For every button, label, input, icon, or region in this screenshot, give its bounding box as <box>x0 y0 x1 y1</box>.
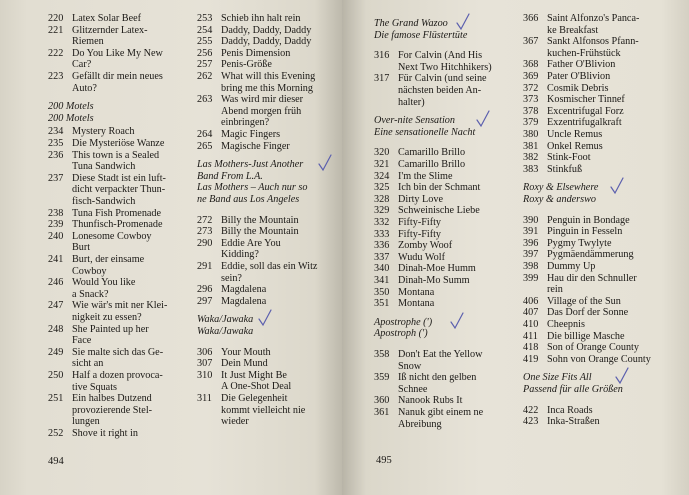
track-number: 383 <box>523 163 539 175</box>
pencil-checkmark-icon <box>317 154 333 172</box>
track-title-line: A One-Shot Deal <box>221 381 292 393</box>
track-number: 251 <box>48 393 64 405</box>
track-title-line: It Just Might Be <box>221 369 287 381</box>
left-page <box>0 0 342 495</box>
album-heading-line: Over-nite Sensation <box>374 115 455 127</box>
track-title-line: Wie wär's mit ner Klei- <box>72 300 168 312</box>
track-number: 422 <box>523 404 539 416</box>
track-title-line: Magic Fingers <box>221 129 281 140</box>
track-title-line: Thunfisch-Promenade <box>72 219 163 231</box>
track-number: 378 <box>523 105 539 117</box>
track-number: 399 <box>523 272 539 284</box>
album-heading-line: Passend für alle Größen <box>523 384 623 395</box>
track-number: 248 <box>48 323 64 335</box>
track-title-line: Son of Orange County <box>547 342 639 354</box>
track-title-line: Half a dozen provoca- <box>72 370 163 381</box>
track-number: 297 <box>197 295 213 307</box>
track-title-line: Fifty-Fifty <box>398 228 442 240</box>
track-number: 249 <box>48 346 64 358</box>
page-number: 495 <box>376 455 392 466</box>
track-number: 333 <box>374 228 390 240</box>
track-number: 253 <box>197 13 213 24</box>
track-number: 359 <box>374 372 390 384</box>
track-title-line: fisch-Sandwich <box>72 195 136 207</box>
track-number: 407 <box>523 307 539 319</box>
track-title-line: Father O'Blivion <box>547 59 616 71</box>
track-title-line: Nanook Rubs It <box>398 395 463 407</box>
track-title-line: nächsten beiden An- <box>398 84 482 96</box>
track-title-line: Diese Stadt ist ein luft- <box>72 172 166 184</box>
track-title-line: Penis Dimension <box>221 47 291 59</box>
track-number: 221 <box>48 24 64 36</box>
track-title-line: Inka-Straßen <box>547 416 600 428</box>
track-number: 350 <box>374 286 390 298</box>
track-number: 391 <box>523 226 539 238</box>
track-title-line: Cheepnis <box>547 319 585 330</box>
track-number: 306 <box>197 346 213 358</box>
track-number: 369 <box>523 71 539 82</box>
pencil-checkmark-icon <box>455 13 471 31</box>
track-number: 296 <box>197 284 213 296</box>
track-number: 291 <box>197 261 213 272</box>
track-title-line: Shove it right in <box>72 428 138 439</box>
track-number: 255 <box>197 36 213 48</box>
track-number: 246 <box>48 277 64 289</box>
track-number: 223 <box>48 71 64 82</box>
track-number: 423 <box>523 416 539 428</box>
track-number: 390 <box>523 214 539 226</box>
album-heading-line: Waka/Jawaka <box>197 326 254 337</box>
track-title-line: Wudu Wolf <box>398 251 445 263</box>
track-title-line: Do You Like My New <box>72 47 163 59</box>
track-title-line: Zomby Woof <box>398 240 453 252</box>
track-title-line: Auto? <box>72 82 97 94</box>
track-title-line: Camarillo Brillo <box>398 147 466 159</box>
page-number: 494 <box>48 456 64 467</box>
track-number: 325 <box>374 182 390 194</box>
album-heading-line: 200 Motels <box>48 112 94 124</box>
track-title-line: tive Squats <box>72 381 117 393</box>
track-title-line: Das Dorf der Sonne <box>547 307 629 319</box>
track-title-line: Kosmischer Tinnef <box>547 94 625 106</box>
album-heading-line: Apostrophe (') <box>374 316 433 328</box>
track-number: 373 <box>523 94 539 106</box>
track-title-line: Die Gelegenheit <box>221 393 288 404</box>
track-title-line: Kidding? <box>221 249 259 261</box>
track-title-line: Snow <box>398 360 422 372</box>
album-heading-line: Las Mothers – Auch nur so <box>197 182 308 194</box>
track-number: 234 <box>48 126 64 138</box>
track-title-line: ke Breakfast <box>547 24 599 36</box>
album-heading-line: Eine sensationelle Nacht <box>374 126 476 138</box>
track-number: 250 <box>48 370 64 381</box>
track-title-line: Sankt Alfonsos Pfann- <box>547 36 639 48</box>
track-title-line: Village of the Sun <box>547 295 621 307</box>
track-title-line: Car? <box>72 59 92 71</box>
track-title-line: Exzentrifugalkraft <box>547 117 622 129</box>
track-title-line: Would You like <box>72 277 136 289</box>
track-title-line: Tuna Fish Promenade <box>72 207 162 219</box>
track-title-line: Schieb ihn halt rein <box>221 13 301 24</box>
track-title-line: Für Calvin (und seine <box>398 73 487 85</box>
track-title-line: Dummy Up <box>547 261 596 272</box>
track-title-line: lungen <box>72 416 100 428</box>
track-title-line: Pygmäendämmerung <box>547 249 634 261</box>
track-title-line: Latex Solar Beef <box>72 13 142 24</box>
track-title-line: Dinah-Moe Humm <box>398 263 476 275</box>
album-heading-line: The Grand Wazoo <box>374 18 448 29</box>
track-title-line: Billy the Mountain <box>221 214 299 226</box>
track-title-line: Mystery Roach <box>72 126 135 138</box>
track-title-line: Abend morgen früh <box>221 105 302 117</box>
album-heading-line: Roxy & anderswo <box>523 194 596 205</box>
track-title-line: Cowboy <box>72 265 107 277</box>
track-number: 254 <box>197 24 213 36</box>
track-title-line: halter) <box>398 96 425 108</box>
track-title-line: Sie malte sich das Ge- <box>72 346 164 358</box>
track-title-line: Eddie, soll das ein Witz <box>221 261 318 272</box>
track-number: 290 <box>197 237 213 249</box>
track-title-line: Pygmy Twylyte <box>547 237 612 249</box>
track-title-line: Camarillo Brillo <box>398 159 466 170</box>
track-title-line: Stinkfuß <box>547 163 583 175</box>
track-number: 398 <box>523 261 539 272</box>
track-number: 406 <box>523 295 539 307</box>
track-number: 337 <box>374 251 390 263</box>
track-title-line: Pater O'Blivion <box>547 71 611 82</box>
track-title-line: provozierende Stel- <box>72 404 153 416</box>
track-number: 265 <box>197 140 213 152</box>
track-title-line: Billy the Mountain <box>221 226 299 238</box>
track-title-line: Glitzernder Latex- <box>72 24 148 36</box>
track-title-line: Burt, der einsame <box>72 254 145 265</box>
track-number: 372 <box>523 82 539 94</box>
track-title-line: For Calvin (And His <box>398 50 483 62</box>
track-title-line: wieder <box>221 416 249 428</box>
track-number: 317 <box>374 73 390 85</box>
track-title-line: Riemen <box>72 36 104 48</box>
track-title-line: Ich bin der Schmant <box>398 182 481 194</box>
track-number: 381 <box>523 140 539 152</box>
track-title-line: Die Mysteriöse Wanze <box>72 138 165 149</box>
album-heading-line: Roxy & Elsewhere <box>523 182 599 194</box>
track-number: 397 <box>523 249 539 261</box>
album-heading-line: Apostroph (') <box>374 328 428 340</box>
album-heading-line: Band From L.A. <box>197 170 263 182</box>
track-title-line: Lonesome Cowboy <box>72 230 152 242</box>
track-title-line: Schnee <box>398 383 428 395</box>
track-title-line: sein? <box>221 272 242 284</box>
track-number: 310 <box>197 369 213 381</box>
track-number: 379 <box>523 117 539 129</box>
track-number: 263 <box>197 94 213 106</box>
track-number: 264 <box>197 129 213 140</box>
pencil-checkmark-icon <box>257 309 273 327</box>
track-number: 316 <box>374 50 390 62</box>
track-title-line: Gefällt dir mein neues <box>72 71 163 82</box>
album-heading-line: One Size Fits All <box>523 372 592 384</box>
track-number: 247 <box>48 300 64 312</box>
track-title-line: Tuna Sandwich <box>72 161 136 173</box>
track-title-line: Magdalena <box>221 284 267 296</box>
track-number: 360 <box>374 395 390 407</box>
track-title-line: Penguin in Bondage <box>547 214 630 226</box>
track-number: 418 <box>523 342 539 354</box>
track-title-line: nigkeit zu essen? <box>72 311 142 323</box>
track-title-line: Eddie Are You <box>221 237 281 249</box>
track-title-line: Daddy, Daddy, Daddy <box>221 24 312 36</box>
track-number: 241 <box>48 254 64 265</box>
track-title-line: Nanuk gibt einem ne <box>398 407 484 418</box>
track-number: 321 <box>374 159 390 170</box>
track-number: 320 <box>374 147 390 159</box>
track-title-line: Daddy, Daddy, Daddy <box>221 36 312 48</box>
track-number: 340 <box>374 263 390 275</box>
track-title-line: Magdalena <box>221 295 267 307</box>
track-title-line: Penis-Größe <box>221 59 272 71</box>
track-title-line: Inca Roads <box>547 404 593 416</box>
track-title-line: kommt vielleicht nie <box>221 404 306 416</box>
track-title-line: Next Two Hitchhikers) <box>398 61 492 73</box>
track-number: 358 <box>374 349 390 360</box>
track-number: 237 <box>48 172 64 184</box>
track-title-line: kuchen-Frühstück <box>547 47 621 59</box>
track-number: 222 <box>48 47 64 59</box>
track-number: 273 <box>197 226 213 238</box>
track-title-line: Don't Eat the Yellow <box>398 349 483 360</box>
track-title-line: What will this Evening <box>221 71 316 82</box>
pencil-checkmark-icon <box>609 177 625 195</box>
track-number: 329 <box>374 205 390 217</box>
track-number: 411 <box>523 330 538 342</box>
track-title-line: I'm the Slime <box>398 170 453 182</box>
track-title-line: Montana <box>398 298 435 310</box>
track-title-line: a Snack? <box>72 288 109 300</box>
track-number: 307 <box>197 358 213 370</box>
track-title-line: Cosmik Debris <box>547 82 609 94</box>
track-title-line: bring me this Morning <box>221 82 313 94</box>
album-heading-line: 200 Motels <box>48 101 94 113</box>
pencil-checkmark-icon <box>475 110 491 128</box>
track-number: 257 <box>197 59 213 71</box>
track-title-line: Face <box>72 335 92 347</box>
track-title-line: Saint Alfonzo's Panca- <box>547 13 640 24</box>
track-title-line: Schweinische Liebe <box>398 205 480 217</box>
track-title-line: Excentrifugal Forz <box>547 105 624 117</box>
track-number: 324 <box>374 170 390 182</box>
track-title-line: Stink-Foot <box>547 152 591 164</box>
track-number: 341 <box>374 275 390 286</box>
track-number: 328 <box>374 193 390 205</box>
right-page <box>342 0 689 495</box>
track-number: 239 <box>48 219 64 231</box>
pencil-checkmark-icon <box>614 367 630 385</box>
track-number: 240 <box>48 230 64 242</box>
track-title-line: Burt <box>72 242 91 254</box>
track-title-line: sicht an <box>72 358 104 370</box>
track-title-line: rein <box>547 284 563 296</box>
album-heading-line: Die famose Flüstertüte <box>374 29 468 41</box>
track-title-line: Dein Mund <box>221 358 268 370</box>
track-title-line: Uncle Remus <box>547 129 603 140</box>
track-number: 396 <box>523 237 539 249</box>
track-title-line: Iß nicht den gelben <box>398 372 477 384</box>
track-title-line: einbringen? <box>221 117 270 129</box>
track-title-line: Fifty-Fifty <box>398 217 442 228</box>
track-number: 311 <box>197 393 212 404</box>
track-title-line: Pinguin in Fesseln <box>547 226 623 238</box>
track-title-line: Magische Finger <box>221 140 290 152</box>
track-title-line: This town is a Sealed <box>72 149 160 161</box>
track-title-line: dicht verpackter Thun- <box>72 184 166 196</box>
track-number: 272 <box>197 214 213 226</box>
track-number: 238 <box>48 207 64 219</box>
track-number: 262 <box>197 71 213 82</box>
album-heading-line: Waka/Jawaka <box>197 314 254 326</box>
track-number: 366 <box>523 13 539 24</box>
track-number: 256 <box>197 47 213 59</box>
track-number: 252 <box>48 428 64 439</box>
track-title-line: She Painted up her <box>72 323 149 335</box>
track-title-line: Ein halbes Dutzend <box>72 393 152 405</box>
track-title-line: Your Mouth <box>221 346 271 358</box>
track-number: 220 <box>48 13 64 24</box>
track-number: 410 <box>523 319 539 330</box>
track-title-line: Dirty Love <box>398 193 443 205</box>
track-number: 336 <box>374 240 390 252</box>
track-number: 236 <box>48 149 64 161</box>
track-title-line: Montana <box>398 286 435 298</box>
track-number: 419 <box>523 353 539 365</box>
track-title-line: Die billige Masche <box>547 330 625 342</box>
album-heading-line: ne Band aus Los Angeles <box>197 194 300 205</box>
track-number: 351 <box>374 298 390 310</box>
track-title-line: Dinah-Mo Summ <box>398 275 470 286</box>
track-number: 382 <box>523 152 539 164</box>
track-title-line: Hau dir den Schnuller <box>547 272 637 284</box>
track-number: 361 <box>374 407 390 418</box>
album-heading-line: Las Mothers-Just Another <box>197 159 304 171</box>
track-title-line: Was wird mir dieser <box>221 94 304 106</box>
track-number: 367 <box>523 36 539 48</box>
track-title-line: Sohn von Orange County <box>547 353 651 365</box>
track-title-line: Onkel Remus <box>547 140 603 152</box>
track-number: 235 <box>48 138 64 149</box>
pencil-checkmark-icon <box>449 312 465 330</box>
track-number: 332 <box>374 217 390 228</box>
track-number: 368 <box>523 59 539 71</box>
track-number: 380 <box>523 129 539 140</box>
track-title-line: Abreibung <box>398 418 442 430</box>
